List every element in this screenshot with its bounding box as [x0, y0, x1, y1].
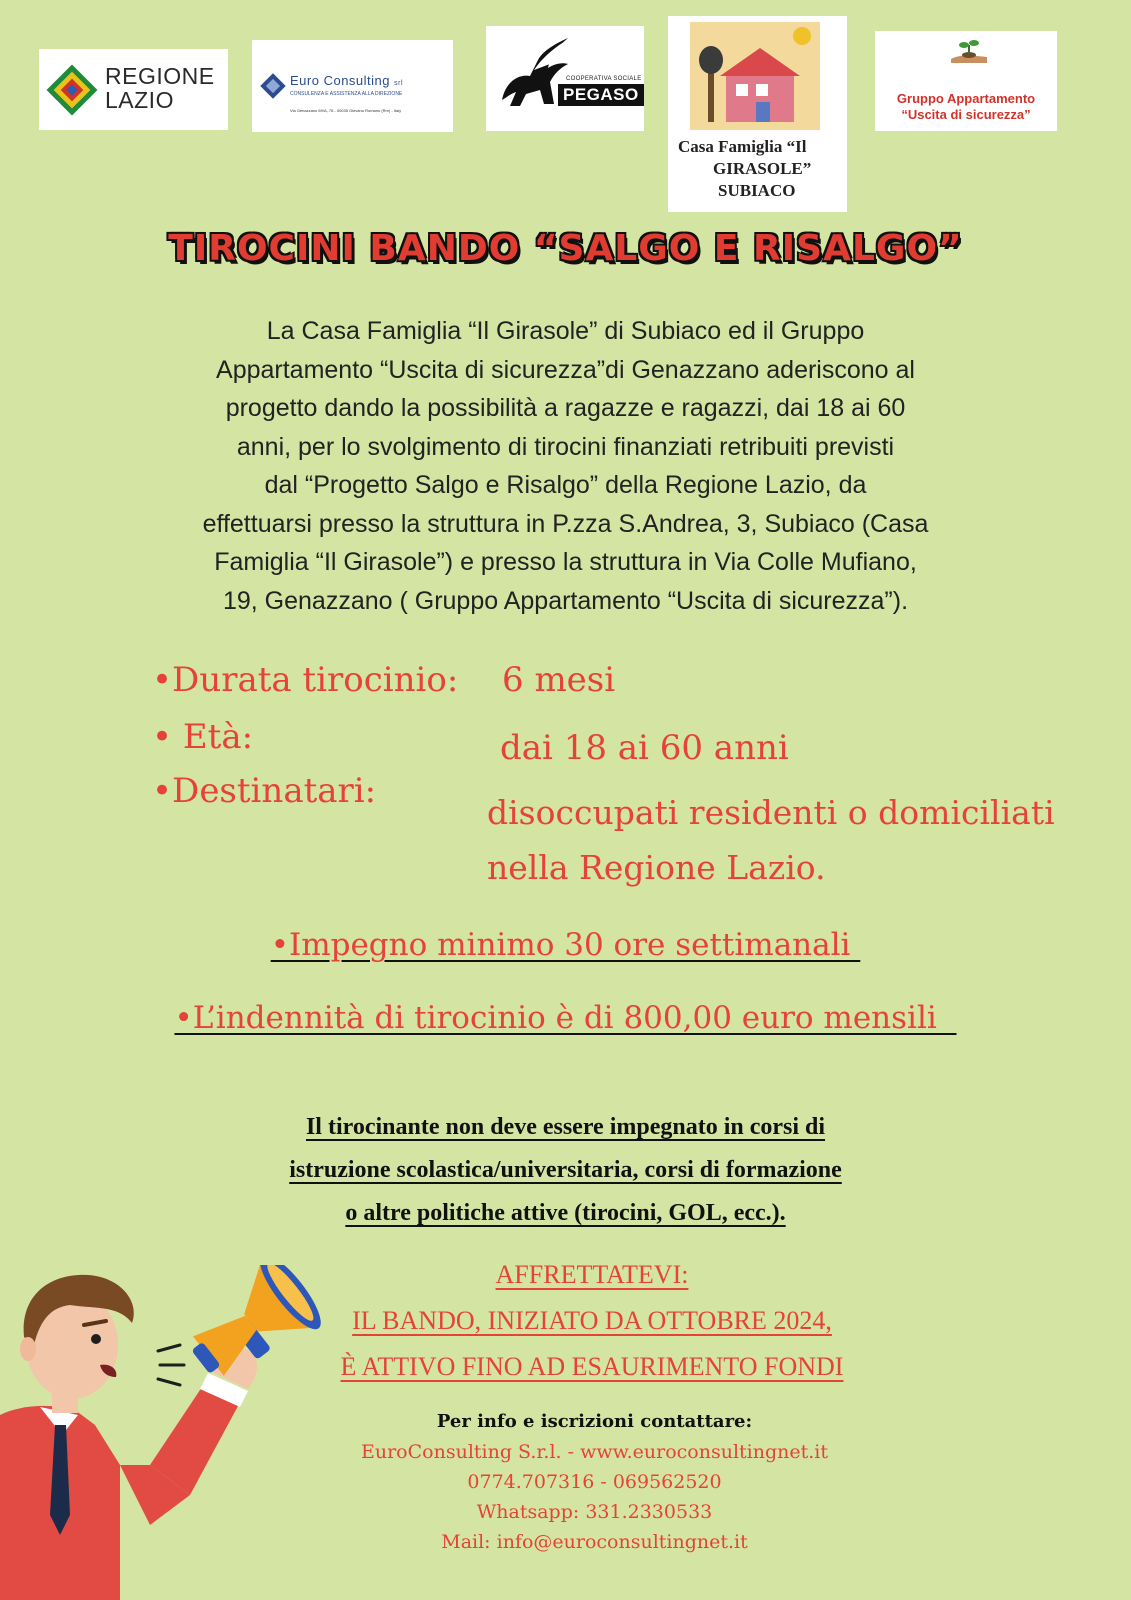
- impegno-line: [0, 927, 1131, 963]
- durata-label: •Durata tirocinio:: [152, 660, 459, 700]
- intro-line: anni, per lo svolgimento di tirocini finanziati retribuiti previsti: [236, 432, 895, 461]
- intro-line: Famiglia “Il Girasole”) e presso la struttura in Via Colle Mufiano,: [214, 548, 917, 576]
- notice-line: [0, 1192, 1131, 1235]
- euroconsulting-logo: [252, 40, 453, 132]
- indennita-line: [0, 1000, 1131, 1036]
- eta-label: • Età:: [152, 717, 254, 757]
- regione-lazio-emblem-icon: [45, 63, 99, 117]
- urgency-text: È ATTIVO FINO AD ESAURIMENTO FONDI: [340, 1352, 844, 1381]
- pegaso-logo: [486, 26, 644, 131]
- contacts-whatsapp: Whatsapp: 331.2330533: [476, 1501, 713, 1523]
- regione-lazio-text: [105, 64, 215, 112]
- intro-line: dal “Progetto Salgo e Risalgo” della Regione Lazio, da: [264, 471, 867, 499]
- contacts-block: [322, 1407, 867, 1557]
- notice-line: [0, 1149, 1131, 1192]
- destinatari-value-cont: nella Regione Lazio.: [487, 848, 826, 887]
- lazio-line: LAZIO: [105, 87, 174, 113]
- notice-text: istruzione scolastica/universitaria, corsi di formazione: [289, 1157, 842, 1183]
- urgency-text: IL BANDO, INIZIATO DA OTTOBRE 2024,: [352, 1306, 832, 1335]
- casa-line1: Casa Famiglia “Il: [678, 137, 807, 156]
- urgency-line: [300, 1298, 884, 1344]
- intro-paragraph: [110, 312, 1021, 620]
- notice-text: Il tirocinante non deve essere impegnato in corsi di: [305, 1114, 826, 1140]
- contacts-mail: Mail: info@euroconsultingnet.it: [441, 1531, 748, 1553]
- durata-value: 6 mesi: [502, 660, 616, 700]
- urgency-block: [300, 1252, 884, 1390]
- euroconsulting-address: Via Genazzano 69/A, 76 - 00035 Olevano Romano (Rm) - Italy: [290, 108, 402, 113]
- contacts-header: Per info e iscrizioni contattare:: [436, 1411, 753, 1432]
- euroconsulting-name: [290, 73, 403, 88]
- casa-famiglia-text: [678, 136, 811, 202]
- intro-line: progetto dando la possibilità a ragazze e ragazzi, dai 18 ai 60: [225, 394, 906, 422]
- casa-line3: SUBIACO: [718, 181, 796, 200]
- euroconsulting-name-text: Euro Consulting: [290, 73, 390, 88]
- casa-line2: GIRASOLE”: [713, 159, 812, 178]
- contacts-company: EuroConsulting S.r.l. - www.euroconsultingnet.it: [360, 1441, 829, 1463]
- notice-block: [0, 1106, 1131, 1235]
- urgency-text: AFFRETTATEVI:: [495, 1260, 689, 1289]
- destinatari-label: •Destinatari:: [152, 771, 377, 811]
- casa-famiglia-logo: [668, 16, 847, 212]
- gruppo-line2: “Uscita di sicurezza”: [901, 107, 1031, 122]
- intro-line: Appartamento “Uscita di sicurezza”di Genazzano aderiscono al: [216, 355, 915, 384]
- sprout-hands-icon: [947, 37, 991, 65]
- intro-line: effettuarsi presso la struttura in P.zza S.Andrea, 3, Subiaco (Casa: [202, 509, 929, 538]
- urgency-line: [300, 1344, 884, 1390]
- indennita-text: •L’indennità di tirocinio è di 800,00 euro mensili: [174, 1000, 957, 1036]
- impegno-text: •Impegno minimo 30 ore settimanali: [270, 927, 861, 963]
- pegaso-name: PEGASO: [558, 84, 644, 106]
- gruppo-text: [875, 91, 1057, 123]
- regione-line: REGIONE: [105, 63, 215, 89]
- gruppo-line1: Gruppo Appartamento: [896, 91, 1036, 106]
- intro-line: 19, Genazzano ( Gruppo Appartamento “Uscita di sicurezza”).: [222, 586, 909, 615]
- house-drawing-icon: [690, 22, 820, 130]
- euroconsulting-diamond-icon: [260, 73, 286, 99]
- contacts-phones: 0774.707316 - 069562520: [467, 1471, 722, 1493]
- intro-line: La Casa Famiglia “Il Girasole” di Subiaco ed il Gruppo: [266, 317, 865, 345]
- pegaso-small-text: COOPERATIVA SOCIALE: [566, 76, 642, 82]
- regione-lazio-logo: [39, 49, 228, 130]
- euroconsulting-tagline: CONSULENZA E ASSISTENZA ALLA DIREZIONE: [290, 91, 403, 97]
- euroconsulting-suffix: srl: [394, 80, 404, 87]
- urgency-line: [300, 1252, 884, 1298]
- destinatari-value: disoccupati residenti o domiciliati: [487, 793, 1055, 832]
- gruppo-appartamento-logo: [875, 31, 1057, 131]
- notice-line: [0, 1106, 1131, 1149]
- notice-text: o altre politiche attive (tirocini, GOL, ecc.).: [345, 1200, 786, 1226]
- eta-value: dai 18 ai 60 anni: [500, 728, 789, 768]
- page-title: TIROCINI BANDO “SALGO E RISALGO”: [168, 228, 963, 269]
- megaphone-man-illustration: [0, 1265, 330, 1600]
